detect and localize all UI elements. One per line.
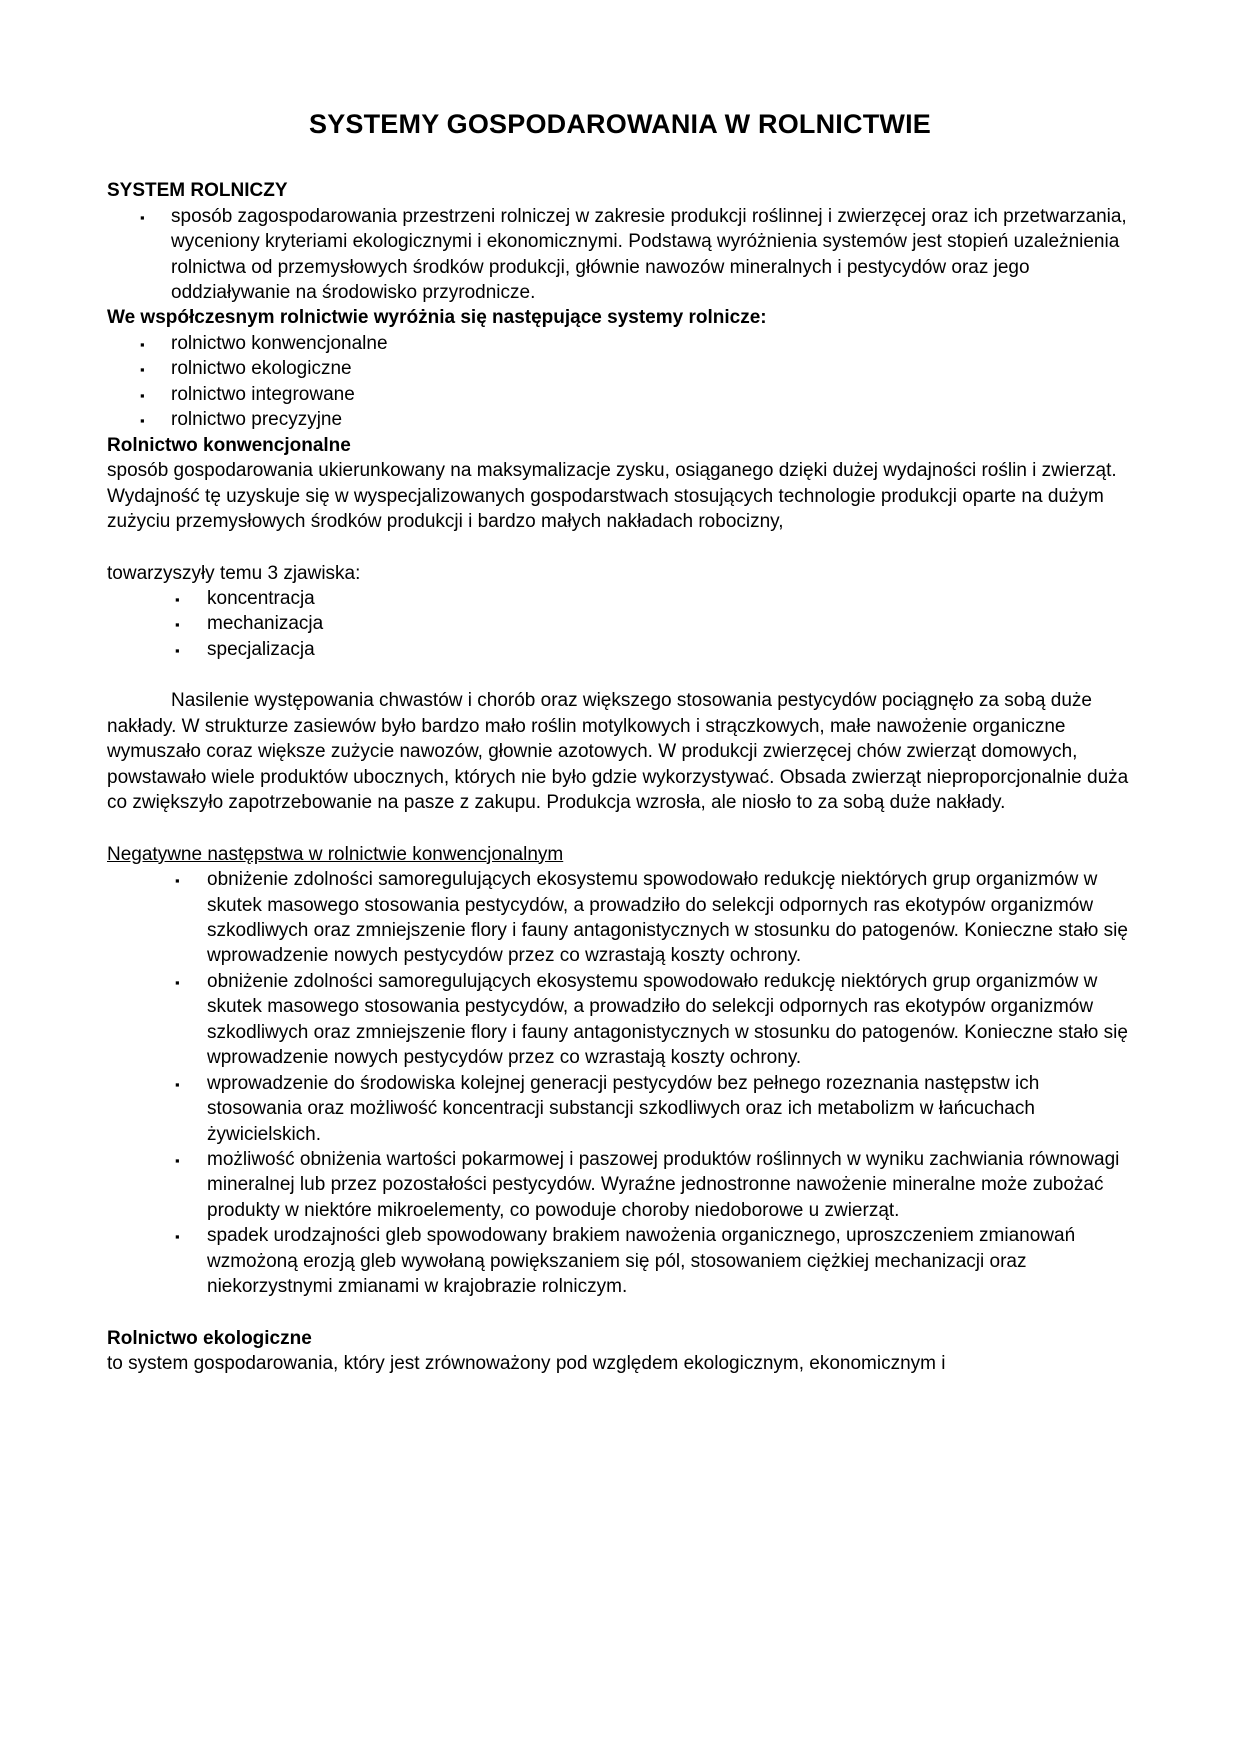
list-item	[107, 1223, 1133, 1299]
list-item-text: wprowadzenie do środowiska kolejnej generacji pestycydów bez pełnego rozeznania następstw ich stosowania oraz możliwość koncentracji substancji szkodliwych oraz ich metabolizm w łańcuchach żywicielskich.	[207, 1072, 1040, 1145]
list-item-text: koncentracja	[207, 587, 315, 609]
paragraph-konwencjonalne-3: Nasilenie występowania chwastów i chorób oraz większego stosowania pestycydów pociągnęło za sobą duże nakłady. W strukturze zasiewów było bardzo mało roślin motylkowych i strączkowych, małe nawożenie organiczne wymuszało coraz większe zużycie nawozów, głownie azotowych. W produkcji zwierzęcej chów zwierząt domowych, powstawało wiele produktów ubocznych, których nie było gdzie wykorzystywać. Obsada zwierząt nieproporcjonalnie duża co zwiększyło zapotrzebowanie na pasze z zakupu. Produkcja wzrosła, ale niosło to za sobą duże nakłady.	[107, 690, 1129, 814]
blank-line	[107, 1300, 1133, 1326]
heading-system-rolniczy: SYSTEM ROLNICZY	[107, 180, 288, 202]
heading-systems-intro: We współczesnym rolnictwie wyróżnia się następujące systemy rolnicze:	[107, 307, 767, 329]
list-item	[107, 969, 1133, 1071]
list-item	[107, 637, 1133, 662]
list-item	[107, 611, 1133, 636]
bullet-marker: ▪	[140, 362, 145, 378]
bullet-marker: ▪	[175, 591, 180, 607]
paragraph-konwencjonalne-1: sposób gospodarowania ukierunkowany na maksymalizacje zysku, osiąganego dzięki dużej wydajności roślin i zwierząt. Wydajność tę uzyskuje się w wyspecjalizowanych gospodarstwach stosujących technologie produkcji oparte na dużym zużyciu przemysłowych środków produkcji i bardzo małych nakładach robocizny,	[107, 460, 1117, 533]
bullet-marker: ▪	[175, 1153, 180, 1169]
paragraph-konwencjonalne-2: towarzyszyły temu 3 zjawiska:	[107, 562, 361, 584]
list-item	[107, 1147, 1133, 1223]
list-item-text: spadek urodzajności gleb spowodowany brakiem nawożenia organicznego, uproszczeniem zmianowań wzmożoną erozją gleb wywołaną powiększaniem się pól, stosowaniem ciężkiej mechanizacji oraz niekorzystnymi zmianami w krajobrazie rolniczym.	[207, 1225, 1076, 1298]
list-item-text: specjalizacja	[207, 638, 315, 660]
list-item	[107, 586, 1133, 611]
bullet-marker: ▪	[175, 1229, 180, 1245]
list-item	[107, 867, 1133, 969]
bullet-marker: ▪	[140, 336, 145, 352]
blank-line	[107, 535, 1133, 561]
bullet-marker: ▪	[175, 974, 180, 990]
list-item-text: rolnictwo integrowane	[171, 383, 355, 405]
list-item-text: rolnictwo ekologiczne	[171, 358, 352, 380]
list-item-text: obniżenie zdolności samoregulujących ekosystemu spowodowało redukcję niektórych grup organizmów w skutek masowego stosowania pestycydów, a prowadziło do selekcji odpornych ras ekotypów organizmów szkodliwych oraz zmniejszenie flory i fauny antagonistycznych w stosunku do patogenów. Konieczne stało się wprowadzenie nowych pestycydów przez co wzrastają koszty ochrony.	[207, 970, 1128, 1069]
blank-line	[107, 662, 1133, 688]
list-item	[107, 204, 1133, 306]
heading-ekologiczne: Rolnictwo ekologiczne	[107, 1327, 312, 1349]
bullet-marker: ▪	[140, 413, 145, 429]
list-item	[107, 382, 1133, 407]
list-item	[107, 407, 1133, 432]
list-item-text: sposób zagospodarowania przestrzeni rolniczej w zakresie produkcji roślinnej i zwierzęcej oraz ich przetwarzania, wyceniony kryteriami ekologicznymi i ekonomicznymi. Podstawą wyróżnienia systemów jest stopień uzależnienia rolnictwa od przemysłowych środków produkcji, głównie nawozów mineralnych i pestycydów oraz jego oddziaływanie na środowisko przyrodnicze.	[171, 205, 1127, 303]
list-item-text: możliwość obniżenia wartości pokarmowej i paszowej produktów roślinnych w wyniku zachwiania równowagi mineralnej lub przez pozostałości pestycydów. Wyraźne jednostronne nawożenie mineralne może zubożać produkty w niektóre mikroelementy, co powoduje choroby niedoborowe u zwierząt.	[207, 1149, 1120, 1221]
heading-negatywne: Negatywne następstwa w rolnictwie konwencjonalnym	[107, 843, 564, 865]
list-item-text: rolnictwo precyzyjne	[171, 409, 343, 431]
list-item	[107, 1071, 1133, 1147]
bullet-marker: ▪	[140, 387, 145, 403]
list-item	[107, 356, 1133, 381]
list-item	[107, 331, 1133, 356]
list-item-text: rolnictwo konwencjonalne	[171, 332, 388, 354]
bullet-marker: ▪	[175, 617, 180, 633]
heading-konwencjonalne: Rolnictwo konwencjonalne	[107, 434, 351, 456]
list-item-text: obniżenie zdolności samoregulujących ekosystemu spowodowało redukcję niektórych grup organizmów w skutek masowego stosowania pestycydów, a prowadziło do selekcji odpornych ras ekotypów organizmów szkodliwych oraz zmniejszenie flory i fauny antagonistycznych w stosunku do patogenów. Konieczne stało się wprowadzenie nowych pestycydów przez co wzrastają koszty ochrony.	[207, 869, 1128, 967]
bullet-marker: ▪	[175, 1076, 180, 1092]
list-item-text: mechanizacja	[207, 613, 324, 635]
document-title: SYSTEMY GOSPODAROWANIA W ROLNICTWIE	[308, 109, 931, 139]
bullet-marker: ▪	[140, 209, 145, 225]
bullet-marker: ▪	[175, 642, 180, 658]
blank-line	[107, 816, 1133, 842]
bullet-marker: ▪	[175, 873, 180, 889]
paragraph-ekologiczne: to system gospodarowania, który jest zrównoważony pod względem ekologicznym, ekonomicznym i	[107, 1353, 946, 1375]
